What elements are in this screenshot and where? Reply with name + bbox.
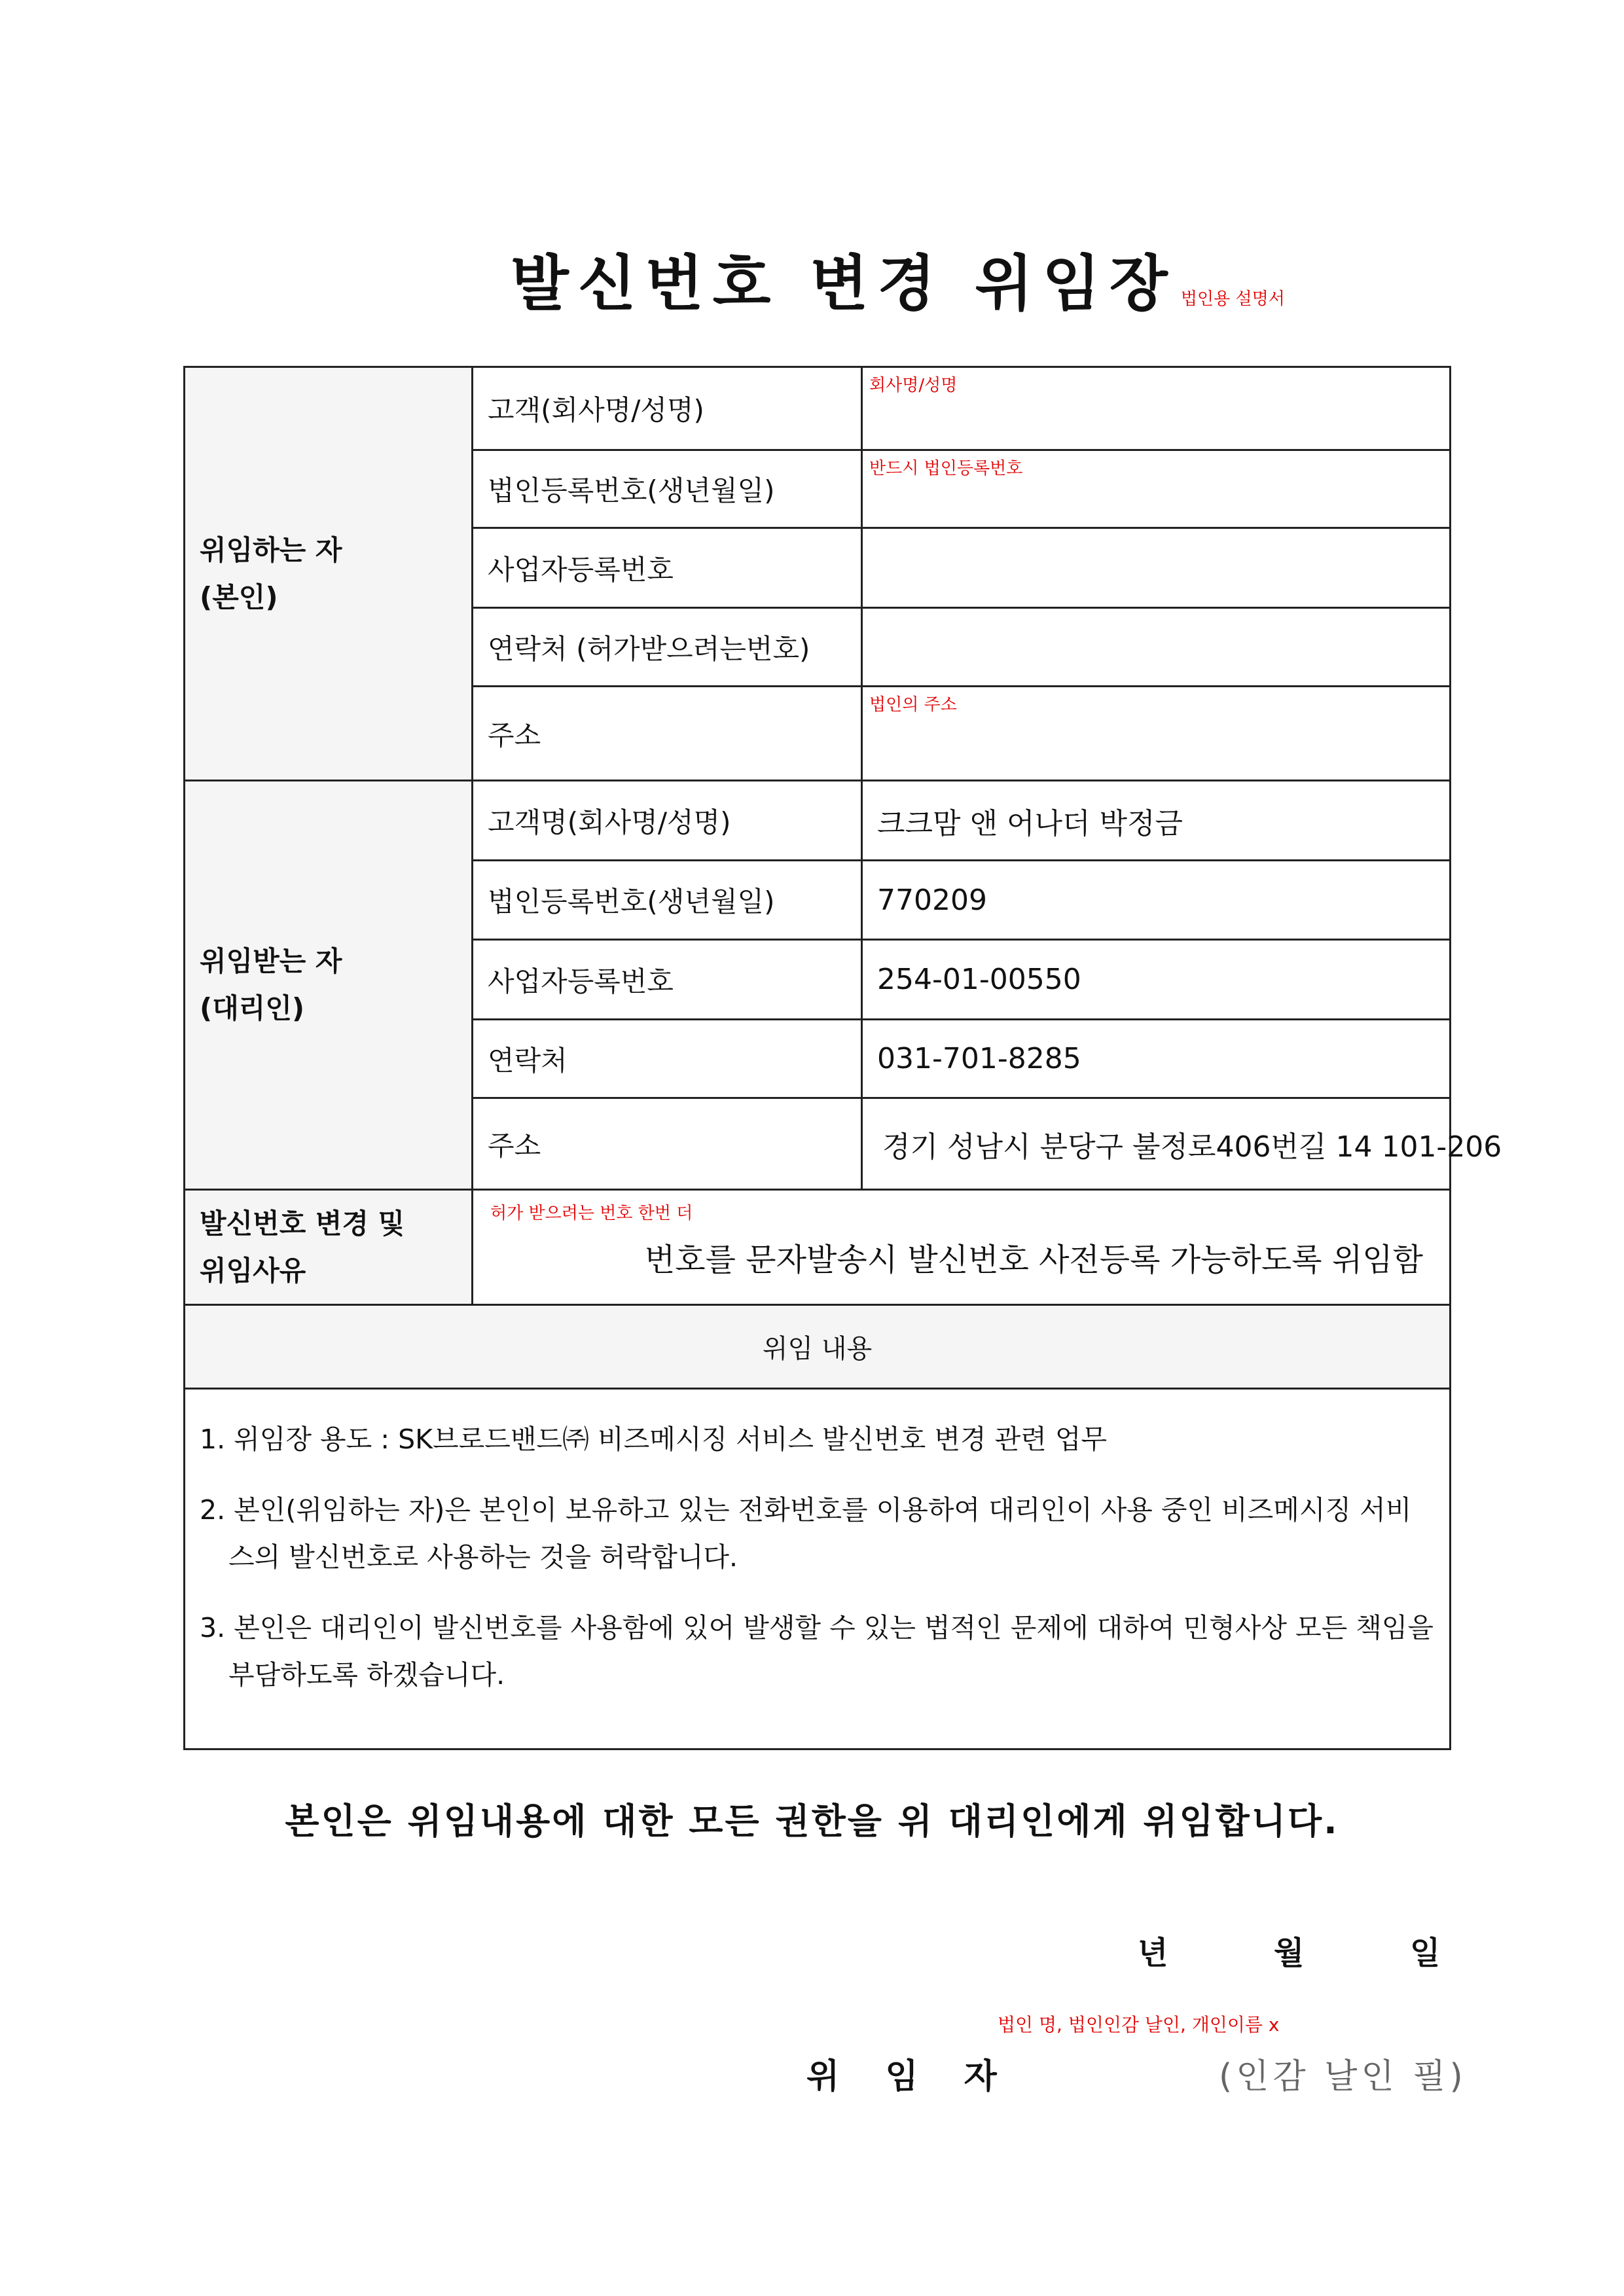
reason-label: 발신번호 변경 및 <box>200 1207 405 1240</box>
delegator-address-field[interactable] <box>862 687 1451 781</box>
content-header: 위임 내용 <box>185 1305 1451 1389</box>
seal-field[interactable]: (인감 날인 필) <box>1219 2057 1467 2096</box>
reason-header <box>185 1190 473 1305</box>
delegator-corp-number-label: 법인등록번호(생년월일) <box>473 450 862 528</box>
agent-name-label: 고객명(회사명/성명) <box>473 781 862 861</box>
delegator-contact-field[interactable] <box>862 608 1451 687</box>
delegator-corp-number-field[interactable] <box>862 450 1451 528</box>
agent-birth-field[interactable]: 770209 <box>862 861 1451 940</box>
delegator-contact-label: 연락처 (허가받으려는번호) <box>473 608 862 687</box>
agent-sublabel: (대리인) <box>200 992 305 1024</box>
date-day[interactable]: 일 <box>1410 1935 1441 1971</box>
agent-header <box>185 781 473 1190</box>
field-hint: 반드시 법인등록번호 <box>869 459 1023 478</box>
delegator-business-number-label: 사업자등록번호 <box>473 528 862 608</box>
agent-name-field[interactable]: 크크맘 앤 어나더 박정금 <box>862 781 1451 861</box>
content-item: 2. 본인(위임하는 자)은 본인이 보유하고 있는 전화번호를 이용하여 대리인이 사용 중인 비즈메시징 서비스의 발신번호로 사용하는 것을 허락합니다. <box>200 1494 1412 1573</box>
reason-field[interactable] <box>473 1190 1451 1305</box>
agent-business-number-field[interactable]: 254-01-00550 <box>862 940 1451 1020</box>
content-items <box>185 1389 1451 1749</box>
field-hint: 회사명/성명 <box>869 376 958 395</box>
agent-contact-label: 연락처 <box>473 1020 862 1098</box>
agent-address-field[interactable]: 경기 성남시 분당구 불정로406번길 14 101-206 <box>862 1098 1451 1190</box>
title-note: 법인용 설명서 <box>1180 289 1285 309</box>
agent-business-number-label: 사업자등록번호 <box>473 940 862 1020</box>
delegator-name-field[interactable] <box>862 367 1451 450</box>
reason-sublabel: 위임사유 <box>200 1254 306 1287</box>
delegator-name-label: 고객(회사명/성명) <box>473 367 862 450</box>
content-item: 3. 본인은 대리인이 발신번호를 사용함에 있어 발생할 수 있는 법적인 문제에 대하여 민형사상 모든 책임을 부담하도록 하겠습니다. <box>200 1612 1434 1691</box>
delegation-statement: 본인은 위임내용에 대한 모든 권한을 위 대리인에게 위임합니다. <box>285 1801 1339 1842</box>
agent-contact-field[interactable]: 031-701-8285 <box>862 1020 1451 1098</box>
delegator-signature-label: 위 임 자 <box>806 2057 1014 2096</box>
field-hint: 법인의 주소 <box>869 695 957 715</box>
document-title <box>511 236 1285 322</box>
reason-text: 번호를 문자발송시 발신번호 사전등록 가능하도록 위임함 <box>644 1242 1423 1278</box>
agent-address-label: 주소 <box>473 1098 862 1190</box>
delegator-header <box>185 367 473 781</box>
agent-birth-label: 법인등록번호(생년월일) <box>473 861 862 940</box>
delegator-sublabel: (본인) <box>200 581 278 613</box>
delegator-label: 위임하는 자 <box>200 533 342 566</box>
field-hint: 허가 받으려는 번호 한번 더 <box>490 1204 693 1223</box>
agent-label: 위임받는 자 <box>200 945 342 977</box>
date-year[interactable]: 년 <box>1138 1935 1168 1971</box>
delegator-address-label: 주소 <box>473 687 862 781</box>
seal-hint: 법인 명, 법인인감 날인, 개인이름 x <box>998 2014 1280 2036</box>
delegator-business-number-field[interactable] <box>862 528 1451 608</box>
date-month[interactable]: 월 <box>1274 1935 1305 1971</box>
content-item: 1. 위임장 용도 : SK브로드밴드㈜ 비즈메시징 서비스 발신번호 변경 관련 업무 <box>200 1424 1108 1455</box>
title-text: 발신번호 변경 위임장 <box>511 249 1177 319</box>
delegation-form-table <box>183 366 1502 1750</box>
